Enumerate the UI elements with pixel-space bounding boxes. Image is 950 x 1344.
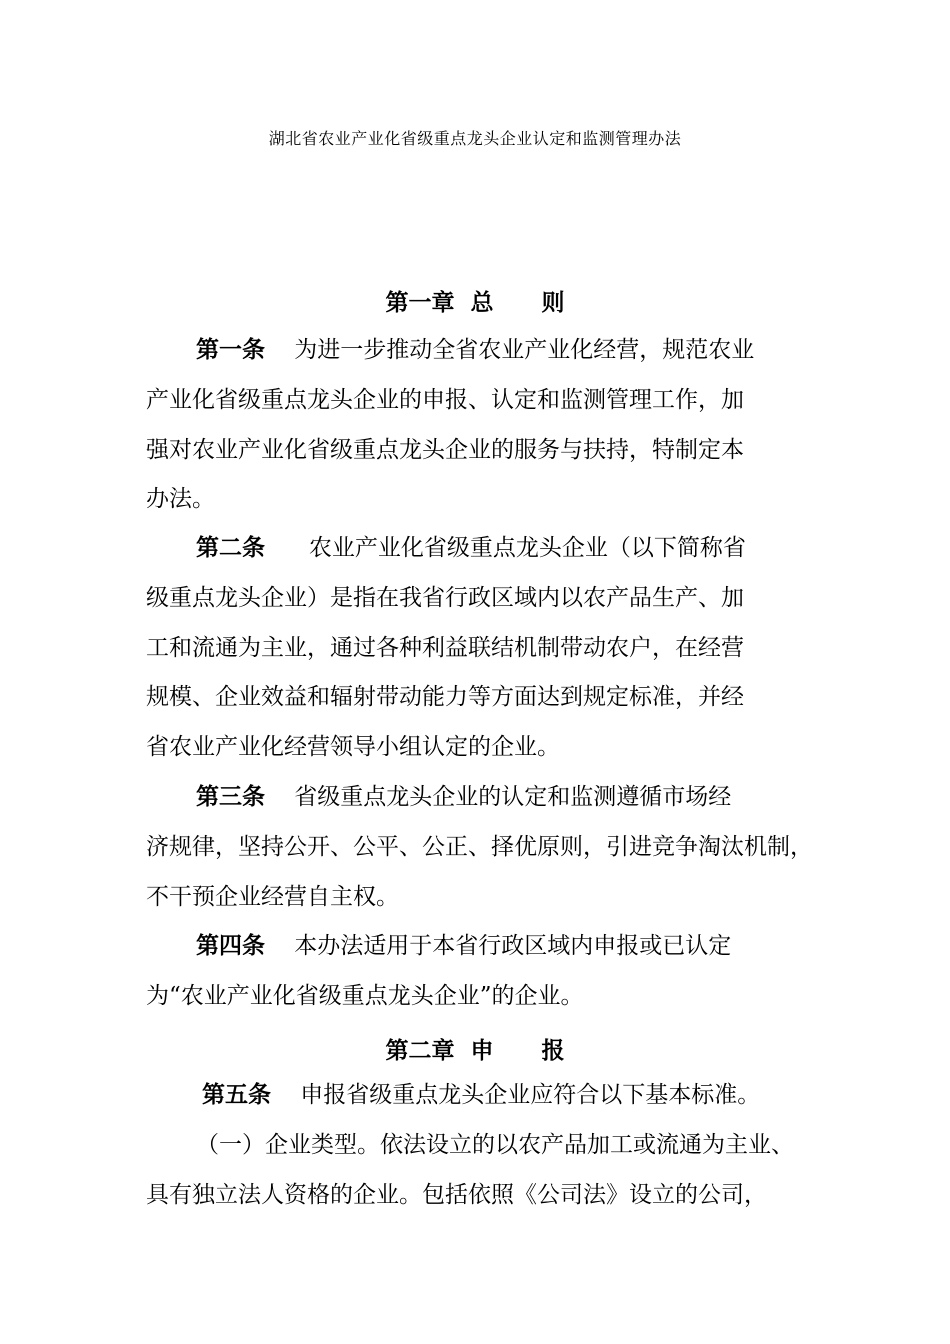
article-2-line-5: 省农业产业化经营领导小组认定的企业。 (146, 734, 560, 761)
article-3-line-1: 第三条 省级重点龙头企业的认定和监测遵循市场经 (196, 784, 732, 810)
article-1-line-4: 办法。 (146, 486, 215, 513)
article-2 (146, 524, 826, 773)
clause-1-line-1: （一）企业类型。依法设立的以农产品加工或流通为主业、 (196, 1132, 794, 1158)
article-1-label: 第一条 (196, 337, 265, 363)
document-title: 湖北省农业产业化省级重点龙头企业认定和监测管理办法 (268, 129, 682, 148)
article-1-line-1: 第一条 为进一步推动全省农业产业化经营，规范农业 (196, 337, 755, 363)
article-3-label: 第三条 (196, 784, 265, 810)
chapter-1-heading: 第一章 总 则 (385, 290, 565, 316)
article-3 (146, 773, 826, 922)
article-1-line-3: 强对农业产业化省级重点龙头企业的服务与扶持，特制定本 (146, 436, 744, 463)
chapter-2-heading: 第二章 申 报 (385, 1038, 565, 1064)
article-2-line-1: 第二条 农业产业化省级重点龙头企业（以下简称省 (196, 535, 746, 561)
article-5-line-1: 第五条 申报省级重点龙头企业应符合以下基本标准。 (202, 1082, 761, 1108)
article-4-line-1: 第四条 本办法适用于本省行政区域内申报或已认定 (196, 933, 732, 959)
article-4 (146, 922, 826, 1022)
article-1-line-2: 产业化省级重点龙头企业的申报、认定和监测管理工作，加 (146, 386, 744, 413)
article-4-label: 第四条 (196, 933, 265, 959)
article-2-line-4: 规模、企业效益和辐射带动能力等方面达到规定标准，并经 (146, 684, 744, 711)
article-5-label: 第五条 (202, 1082, 271, 1108)
article-2-line-3: 工和流通为主业，通过各种利益联结机制带动农户，在经营 (146, 634, 744, 661)
article-2-label: 第二条 (196, 535, 265, 561)
article-5 (146, 1071, 826, 1121)
article-4-line-2: 为“农业产业化省级重点龙头企业”的企业。 (146, 982, 584, 1009)
article-3-line-2: 济规律，坚持公开、公平、公正、择优原则，引进竞争淘汰机制， (146, 833, 813, 860)
clause-1-line-2: 具有独立法人资格的企业。包括依照《公司法》设立的公司， (146, 1181, 767, 1208)
clause-1 (146, 1121, 826, 1221)
article-1 (146, 326, 826, 525)
article-2-line-2: 级重点龙头企业）是指在我省行政区域内以农产品生产、加 (146, 584, 744, 611)
article-3-line-3: 不干预企业经营自主权。 (146, 883, 399, 910)
